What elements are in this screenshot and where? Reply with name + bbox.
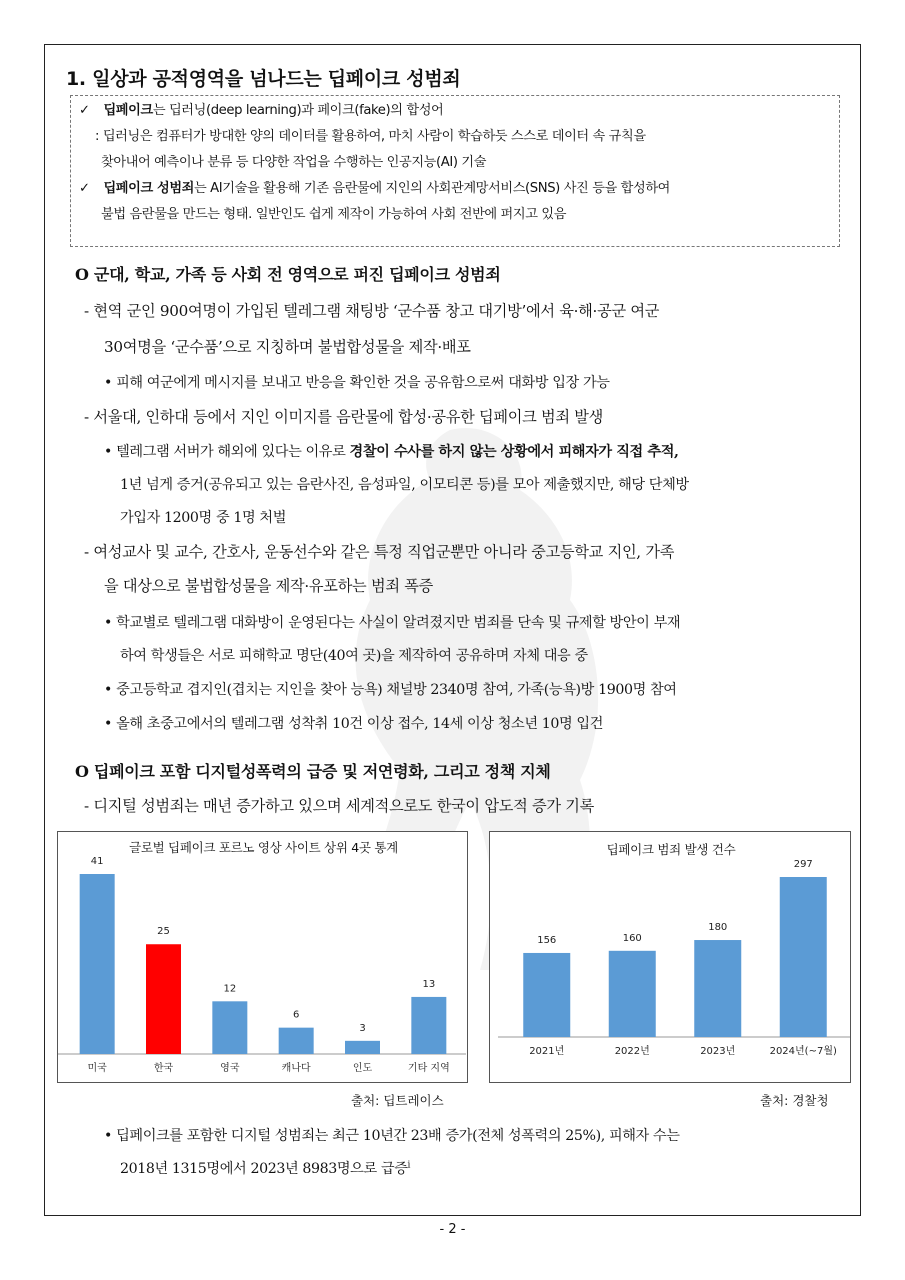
definition-text: 는 AI기술을 활용해 기존 음란물에 지인의 사회관계망서비스(SNS) 사진 등을 합성하여 bbox=[194, 181, 671, 196]
definition-box bbox=[70, 95, 840, 247]
data-label: 156 bbox=[537, 934, 557, 946]
category-label: 인도 bbox=[352, 1063, 373, 1074]
data-label: 297 bbox=[793, 859, 813, 870]
category-label: 2024년(~7월) bbox=[769, 1046, 837, 1057]
dash-item: - 여성교사 및 교수, 간호사, 운동선수와 같은 특정 직업군뿐만 아니라 중고등학교 지인, 가족 bbox=[84, 543, 675, 561]
data-label: 12 bbox=[223, 983, 237, 995]
data-label: 180 bbox=[708, 922, 728, 934]
bar bbox=[411, 997, 446, 1054]
category-label: 영국 bbox=[220, 1063, 240, 1074]
page-number: - 2 - bbox=[439, 1222, 466, 1237]
check-icon: ✓ bbox=[79, 103, 90, 118]
bar bbox=[146, 944, 181, 1054]
bullet-item: • 피해 여군에게 메시지를 보내고 반응을 확인한 것을 공유함으로써 대화방 입장 가능 bbox=[104, 375, 610, 391]
bullet-item-cont: 2018년 1315명에서 2023년 8983명으로 급증$^i$ bbox=[120, 1160, 411, 1177]
definition-text: 는 딥러닝(deep learning)과 페이크(fake)의 합성어 bbox=[152, 103, 444, 118]
footnote-marker: i bbox=[407, 1160, 411, 1171]
chart-source: 출처: 경찰청 bbox=[760, 1093, 829, 1108]
term-deepfake: 딥페이크 bbox=[103, 103, 153, 118]
bullet-item: • 중고등학교 겹지인(겹치는 지인을 찾아 능욕) 채널방 2340명 참여, 가족(능욕)방 1900명 참여 bbox=[104, 682, 677, 698]
data-label: 13 bbox=[422, 978, 436, 990]
definition-sub-1: : 딥러닝은 컴퓨터가 방대한 양의 데이터를 활용하여, 마치 사람이 학습하듯 스스로 데이터 속 규칙을 bbox=[95, 129, 646, 144]
bar bbox=[345, 1041, 380, 1054]
bar bbox=[523, 953, 570, 1037]
data-label: 41 bbox=[90, 856, 104, 867]
section-title: 1. 일상과 공적영역을 넘나드는 딥페이크 성범죄 bbox=[66, 68, 461, 90]
bullet-item: • 올해 초중고에서의 텔레그램 성착취 10건 이상 접수, 14세 이상 청소년 10명 입건 bbox=[104, 716, 604, 732]
check-icon: ✓ bbox=[79, 181, 90, 196]
data-label: 25 bbox=[157, 926, 170, 938]
chart-deepfake-crimes bbox=[489, 831, 851, 1083]
category-label: 기타 지역 bbox=[407, 1063, 450, 1074]
bar-chart-svg bbox=[58, 832, 467, 1082]
bullet-item: • 딥페이크를 포함한 디지털 성범죄는 최근 10년간 23배 증가(전체 성폭력의 25%), 피해자 수는 bbox=[104, 1128, 680, 1144]
category-label: 2021년 bbox=[529, 1046, 565, 1057]
category-label: 미국 bbox=[87, 1063, 107, 1074]
bar bbox=[694, 940, 741, 1037]
category-label: 한국 bbox=[153, 1063, 174, 1074]
bar bbox=[212, 1001, 247, 1054]
dash-item: - 디지털 성범죄는 매년 증가하고 있으며 세계적으로도 한국이 압도적 증가 기록 bbox=[84, 797, 594, 815]
term-deepfake-crime: 딥페이크 성범죄 bbox=[103, 181, 195, 196]
data-label: 3 bbox=[359, 1022, 366, 1034]
bar bbox=[780, 877, 827, 1037]
chart-source: 출처: 딥트레이스 bbox=[351, 1093, 444, 1108]
data-label: 6 bbox=[292, 1009, 300, 1021]
definition-line: 불법 음란물을 만드는 형태. 일반인도 쉽게 제작이 가능하여 사회 전반에 퍼지고 있음 bbox=[101, 207, 567, 222]
part2-heading: O 딥페이크 포함 디지털성폭력의 급증 및 저연령화, 그리고 정책 지체 bbox=[75, 762, 551, 781]
bar-chart-svg bbox=[490, 832, 850, 1082]
bullet-item-cont: 하여 학생들은 서로 피해학교 명단(40여 곳)을 제작하여 공유하며 자체 대응 중 bbox=[120, 648, 588, 664]
chart-deepfake-sites bbox=[57, 831, 468, 1083]
category-label: 2022년 bbox=[614, 1046, 650, 1057]
bullet-item: • 텔레그램 서버가 해외에 있다는 이유로 경찰이 수사를 하지 않는 상황에서 피해자가 직접 추적, bbox=[104, 444, 679, 460]
category-label: 2023년 bbox=[700, 1046, 736, 1057]
dash-item: - 현역 군인 900여명이 가입된 텔레그램 채팅방 ‘군수품 창고 대기방’에서 육·해·공군 여군 bbox=[84, 302, 660, 320]
bar bbox=[279, 1028, 314, 1054]
chart-title: 글로벌 딥페이크 포르노 영상 사이트 상위 4곳 통계 bbox=[129, 840, 398, 855]
bar bbox=[609, 951, 656, 1037]
dash-item-cont: 30여명을 ‘군수품’으로 지칭하며 불법합성물을 제작·배포 bbox=[104, 338, 471, 356]
part1-heading: O 군대, 학교, 가족 등 사회 전 영역으로 퍼진 딥페이크 성범죄 bbox=[75, 265, 501, 284]
bullet-item: • 학교별로 텔레그램 대화방이 운영된다는 사실이 알려졌지만 범죄를 단속 및 규제할 방안이 부재 bbox=[104, 615, 681, 631]
definition-row-2 bbox=[79, 176, 831, 202]
bullet-item-cont: 1년 넘게 증거(공유되고 있는 음란사진, 음성파일, 이모티콘 등)를 모아 제출했지만, 해당 단체방 bbox=[120, 477, 689, 493]
dash-item-cont: 을 대상으로 불법합성물을 제작·유포하는 범죄 폭증 bbox=[104, 577, 433, 595]
dash-item: - 서울대, 인하대 등에서 지인 이미지를 음란물에 합성·공유한 딥페이크 범죄 발생 bbox=[84, 408, 604, 426]
bar bbox=[80, 874, 115, 1054]
data-label: 160 bbox=[622, 932, 642, 944]
chart-title: 딥페이크 범죄 발생 건수 bbox=[606, 842, 736, 857]
definition-sub-2: 찾아내어 예측이나 분류 등 다양한 작업을 수행하는 인공지능(AI) 기술 bbox=[101, 155, 487, 170]
category-label: 캐나다 bbox=[281, 1063, 311, 1074]
bullet-item-cont: 가입자 1200명 중 1명 처벌 bbox=[120, 510, 287, 526]
definition-row-1 bbox=[79, 98, 831, 124]
